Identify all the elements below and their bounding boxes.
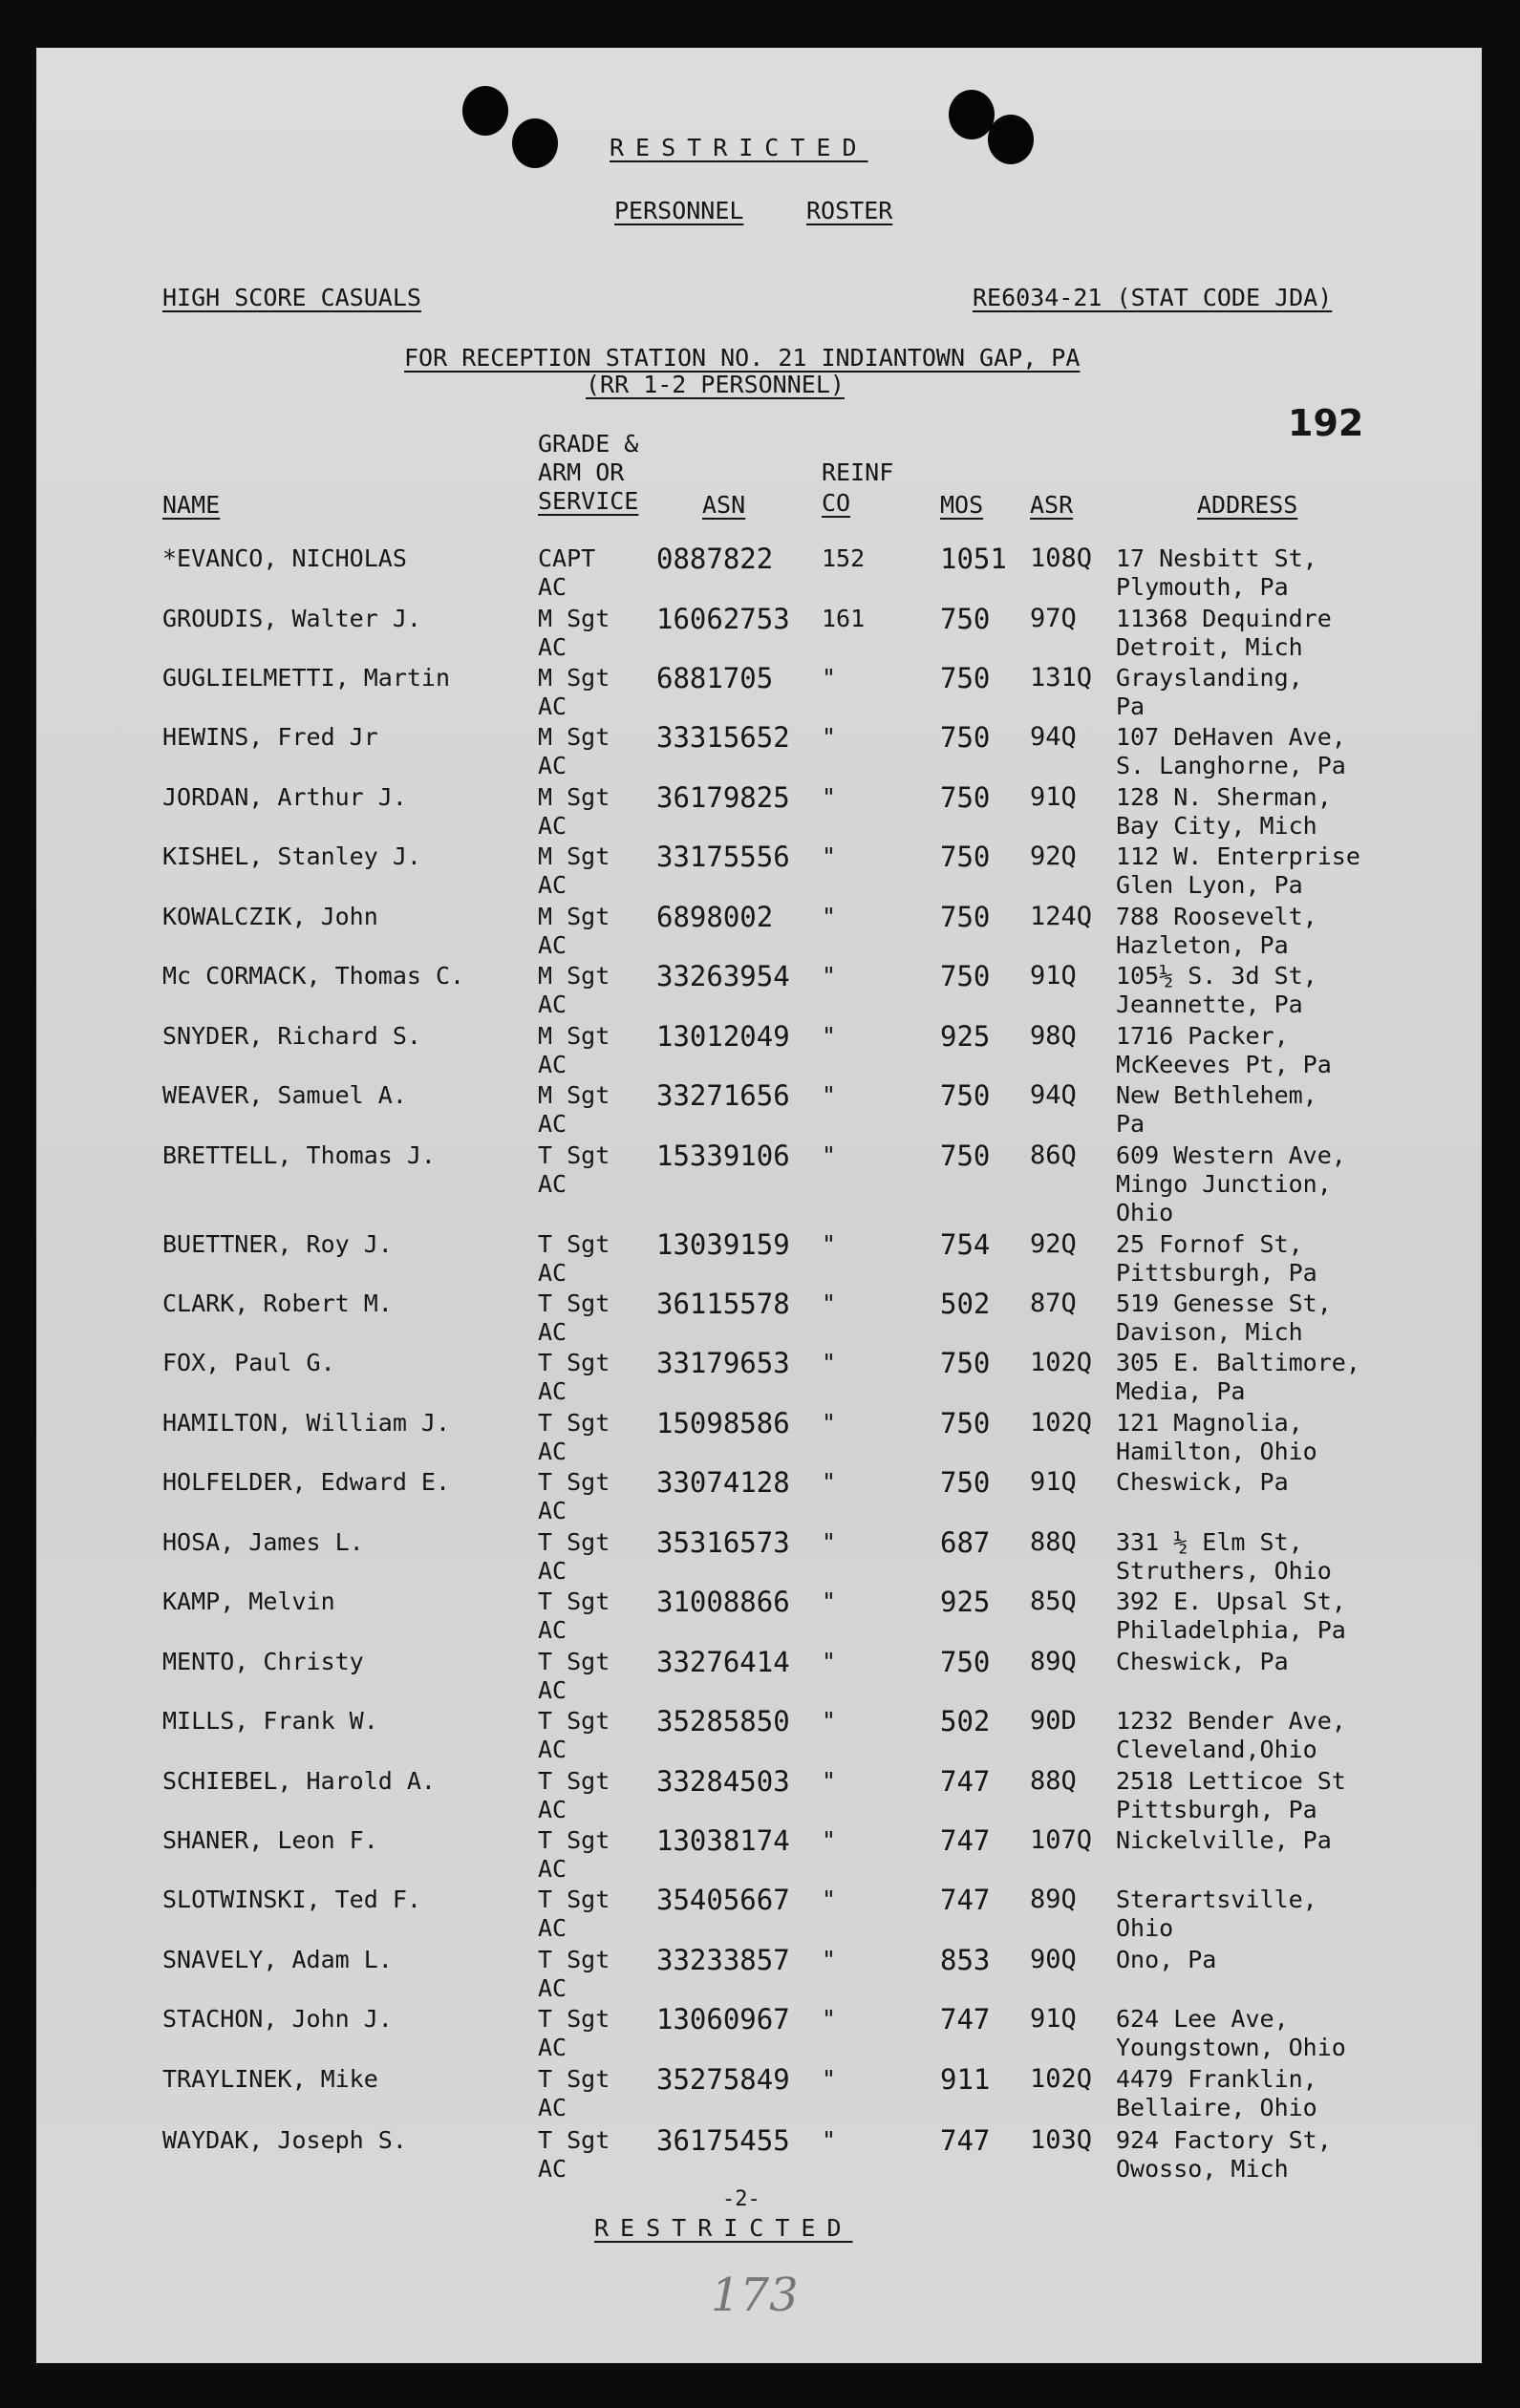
- document-title-left: HIGH SCORE CASUALS: [162, 284, 421, 311]
- row-address-line2: Struthers, Ohio: [1116, 1557, 1332, 1585]
- row-reinf-co: ": [822, 1141, 837, 1169]
- row-reinf-co: 152: [822, 544, 866, 572]
- row-arm: AC: [538, 2034, 567, 2061]
- row-name: HEWINS, Fred Jr: [162, 723, 378, 751]
- row-reinf-co: ": [822, 1409, 837, 1437]
- row-name: GROUDIS, Walter J.: [162, 605, 421, 632]
- row-arm: AC: [538, 1110, 567, 1138]
- row-arm: AC: [538, 931, 567, 959]
- row-address-line1: 331 ½ Elm St,: [1116, 1528, 1303, 1556]
- table-row: [36, 1946, 1482, 2005]
- row-name: KISHEL, Stanley J.: [162, 842, 421, 870]
- punch-hole: [949, 90, 995, 139]
- row-mos: 750: [940, 841, 991, 873]
- row-address-line2: Hamilton, Ohio: [1116, 1438, 1317, 1465]
- row-name: BUETTNER, Roy J.: [162, 1230, 393, 1258]
- table-row: [36, 1588, 1482, 1647]
- row-grade: T Sgt: [538, 2005, 610, 2033]
- row-address-line1: 121 Magnolia,: [1116, 1409, 1303, 1437]
- row-reinf-co: ": [822, 962, 837, 990]
- row-arm: AC: [538, 1377, 567, 1405]
- row-name: Mc CORMACK, Thomas C.: [162, 962, 465, 990]
- table-row: [36, 1230, 1482, 1289]
- row-asn: 13039159: [656, 1228, 790, 1261]
- row-address-line1: 924 Factory St,: [1116, 2126, 1332, 2154]
- row-mos: 750: [940, 662, 991, 694]
- row-reinf-co: ": [822, 723, 837, 751]
- row-reinf-co: ": [822, 1022, 837, 1050]
- table-row: [36, 1140, 1482, 1226]
- row-grade: M Sgt: [538, 903, 610, 930]
- row-asn: 6898002: [656, 901, 774, 933]
- table-row: [36, 1826, 1482, 1886]
- row-grade: M Sgt: [538, 962, 610, 990]
- row-arm: AC: [538, 991, 567, 1018]
- row-asr: 124Q: [1030, 902, 1093, 931]
- row-asn: 33233857: [656, 1944, 790, 1976]
- table-row: [36, 723, 1482, 782]
- row-address-line1: Nickelville, Pa: [1116, 1826, 1332, 1854]
- row-address-line1: 17 Nesbitt St,: [1116, 544, 1317, 572]
- row-mos: 687: [940, 1526, 991, 1559]
- row-arm: AC: [538, 1438, 567, 1465]
- handwritten-number: 173: [711, 2269, 799, 2322]
- row-arm: AC: [538, 871, 567, 899]
- row-arm: AC: [538, 1557, 567, 1585]
- row-asn: 31008866: [656, 1586, 790, 1618]
- row-address-line2: Davison, Mich: [1116, 1318, 1303, 1346]
- row-name: MENTO, Christy: [162, 1648, 364, 1675]
- table-row: [36, 1289, 1482, 1349]
- table-row: [36, 903, 1482, 962]
- row-asr: 98Q: [1030, 1021, 1077, 1051]
- row-asr: 88Q: [1030, 1766, 1077, 1796]
- row-grade: M Sgt: [538, 723, 610, 751]
- row-reinf-co: ": [822, 842, 837, 870]
- row-asn: 33074128: [656, 1466, 790, 1499]
- row-grade: T Sgt: [538, 1588, 610, 1615]
- row-grade: T Sgt: [538, 1648, 610, 1675]
- row-name: BRETTELL, Thomas J.: [162, 1141, 436, 1169]
- table-row: [36, 783, 1482, 842]
- row-grade: T Sgt: [538, 1349, 610, 1376]
- row-mos: 747: [940, 2124, 991, 2157]
- row-address-line1: 4479 Franklin,: [1116, 2065, 1317, 2093]
- row-asr: 102Q: [1030, 1348, 1093, 1377]
- row-name: TRAYLINEK, Mike: [162, 2065, 378, 2093]
- row-address-line1: 609 Western Ave,: [1116, 1141, 1346, 1169]
- row-mos: 754: [940, 1228, 991, 1261]
- row-grade: T Sgt: [538, 1707, 610, 1735]
- row-asn: 15339106: [656, 1140, 790, 1172]
- page-number: 192: [1288, 402, 1364, 444]
- row-address-line1: Sterartsville,: [1116, 1886, 1317, 1913]
- row-asn: 35275849: [656, 2063, 790, 2096]
- row-asn: 33315652: [656, 721, 790, 754]
- row-grade: T Sgt: [538, 1946, 610, 1973]
- row-asn: 35285850: [656, 1705, 790, 1737]
- row-arm: AC: [538, 812, 567, 840]
- row-asr: 90D: [1030, 1706, 1077, 1736]
- col-header-reinf-1: REINF: [822, 458, 894, 486]
- row-mos: 750: [940, 1079, 991, 1112]
- row-asn: 33179653: [656, 1347, 790, 1379]
- row-name: CLARK, Robert M.: [162, 1289, 393, 1317]
- row-asn: 36115578: [656, 1288, 790, 1320]
- row-address-line1: Cheswick, Pa: [1116, 1468, 1289, 1496]
- row-mos: 750: [940, 960, 991, 992]
- row-mos: 747: [940, 1765, 991, 1798]
- row-asr: 90Q: [1030, 1945, 1077, 1974]
- row-address-line1: 25 Fornof St,: [1116, 1230, 1303, 1258]
- row-address-line2: Ohio: [1116, 1914, 1174, 1942]
- restricted-footer: RESTRICTED: [594, 2214, 853, 2242]
- col-header-address: ADDRESS: [1197, 491, 1298, 519]
- table-row: [36, 605, 1482, 664]
- row-address-line2: Pa: [1116, 1110, 1145, 1138]
- roster-word-personnel: PERSONNEL: [614, 197, 744, 224]
- col-header-reinf-2: CO: [822, 489, 851, 517]
- row-reinf-co: ": [822, 1468, 837, 1496]
- row-mos: 1051: [940, 543, 1007, 575]
- row-address-line2: Cleveland,Ohio: [1116, 1736, 1317, 1763]
- row-name: SNAVELY, Adam L.: [162, 1946, 393, 1973]
- row-name: SCHIEBEL, Harold A.: [162, 1767, 436, 1795]
- row-arm: AC: [538, 752, 567, 779]
- row-address-line2: Detroit, Mich: [1116, 633, 1303, 661]
- station-subline: (RR 1-2 PERSONNEL): [586, 371, 845, 398]
- punch-hole: [462, 86, 508, 136]
- row-grade: T Sgt: [538, 1141, 610, 1169]
- row-grade: T Sgt: [538, 1767, 610, 1795]
- row-arm: AC: [538, 1497, 567, 1524]
- row-address-line2: Media, Pa: [1116, 1377, 1246, 1405]
- row-asn: 33271656: [656, 1079, 790, 1112]
- station-line: FOR RECEPTION STATION NO. 21 INDIANTOWN GAP, PA: [404, 344, 1081, 372]
- punch-hole: [988, 115, 1034, 164]
- row-arm: AC: [538, 1616, 567, 1644]
- table-row: [36, 1081, 1482, 1140]
- row-arm: AC: [538, 1855, 567, 1883]
- row-reinf-co: ": [822, 1289, 837, 1317]
- row-grade: M Sgt: [538, 664, 610, 692]
- row-name: MILLS, Frank W.: [162, 1707, 378, 1735]
- row-address-line2: Hazleton, Pa: [1116, 931, 1289, 959]
- row-address-line1: Cheswick, Pa: [1116, 1648, 1289, 1675]
- row-asr: 88Q: [1030, 1527, 1077, 1557]
- row-mos: 750: [940, 721, 991, 754]
- row-address-line2: Bay City, Mich: [1116, 812, 1317, 840]
- col-header-grade-2: ARM OR: [538, 458, 625, 486]
- table-row: [36, 1528, 1482, 1588]
- row-grade: T Sgt: [538, 2065, 610, 2093]
- punch-hole: [512, 118, 558, 168]
- row-asr: 94Q: [1030, 1080, 1077, 1110]
- row-address-line1: 105½ S. 3d St,: [1116, 962, 1317, 990]
- row-grade: M Sgt: [538, 605, 610, 632]
- row-address-line1: 788 Roosevelt,: [1116, 903, 1317, 930]
- row-name: SHANER, Leon F.: [162, 1826, 378, 1854]
- row-asn: 13038174: [656, 1824, 790, 1857]
- row-mos: 925: [940, 1020, 991, 1053]
- row-arm: AC: [538, 1259, 567, 1287]
- row-mos: 925: [940, 1586, 991, 1618]
- row-address-line1: Ono, Pa: [1116, 1946, 1217, 1973]
- row-grade: T Sgt: [538, 1886, 610, 1913]
- table-row: [36, 2005, 1482, 2064]
- table-row: [36, 664, 1482, 723]
- row-asr: 94Q: [1030, 722, 1077, 752]
- row-mos: 502: [940, 1705, 991, 1737]
- row-address-line1: 1232 Bender Ave,: [1116, 1707, 1346, 1735]
- row-grade: T Sgt: [538, 1468, 610, 1496]
- row-asn: 33284503: [656, 1765, 790, 1798]
- row-address-line1: 107 DeHaven Ave,: [1116, 723, 1346, 751]
- row-name: GUGLIELMETTI, Martin: [162, 664, 451, 692]
- row-grade: T Sgt: [538, 1409, 610, 1437]
- row-asr: 86Q: [1030, 1140, 1077, 1170]
- row-arm: AC: [538, 1974, 567, 2002]
- restricted-header: RESTRICTED: [610, 134, 868, 161]
- row-arm: AC: [538, 2094, 567, 2121]
- row-arm: AC: [538, 573, 567, 601]
- row-mos: 750: [940, 1140, 991, 1172]
- row-asr: 89Q: [1030, 1647, 1077, 1676]
- row-mos: 747: [940, 1824, 991, 1857]
- row-reinf-co: 161: [822, 605, 866, 632]
- row-address-line1: 1716 Packer,: [1116, 1022, 1289, 1050]
- row-mos: 750: [940, 781, 991, 814]
- row-reinf-co: ": [822, 903, 837, 930]
- row-asn: 35405667: [656, 1884, 790, 1916]
- table-row: [36, 1648, 1482, 1707]
- row-arm: AC: [538, 1736, 567, 1763]
- row-asn: 36175455: [656, 2124, 790, 2157]
- row-grade: T Sgt: [538, 1289, 610, 1317]
- row-reinf-co: ": [822, 2005, 837, 2033]
- row-name: *EVANCO, NICHOLAS: [162, 544, 407, 572]
- row-name: HAMILTON, William J.: [162, 1409, 451, 1437]
- row-address-line1: 11368 Dequindre: [1116, 605, 1332, 632]
- row-address-line1: 112 W. Enterprise: [1116, 842, 1360, 870]
- row-asr: 102Q: [1030, 2064, 1093, 2094]
- table-row: [36, 1349, 1482, 1408]
- row-address-line2: Bellaire, Ohio: [1116, 2094, 1317, 2121]
- row-grade: M Sgt: [538, 1022, 610, 1050]
- row-address-line2: Plymouth, Pa: [1116, 573, 1289, 601]
- roster-word-roster: ROSTER: [806, 197, 893, 224]
- row-name: WEAVER, Samuel A.: [162, 1081, 407, 1109]
- row-asn: 13060967: [656, 2003, 790, 2035]
- row-name: SNYDER, Richard S.: [162, 1022, 421, 1050]
- roster-page: [36, 48, 1482, 2363]
- row-name: SLOTWINSKI, Ted F.: [162, 1886, 421, 1913]
- row-asr: 85Q: [1030, 1587, 1077, 1616]
- row-reinf-co: ": [822, 664, 837, 692]
- row-asr: 91Q: [1030, 782, 1077, 812]
- row-arm: AC: [538, 1318, 567, 1346]
- row-asn: 33175556: [656, 841, 790, 873]
- col-header-grade-3: SERVICE: [538, 487, 639, 515]
- row-grade: T Sgt: [538, 1826, 610, 1854]
- row-asn: 13012049: [656, 1020, 790, 1053]
- row-address-line2: McKeeves Pt, Pa: [1116, 1051, 1332, 1078]
- row-reinf-co: ": [822, 1230, 837, 1258]
- row-address-line2: Pittsburgh, Pa: [1116, 1796, 1317, 1823]
- col-header-mos: MOS: [940, 491, 984, 519]
- table-row: [36, 1707, 1482, 1766]
- row-grade: T Sgt: [538, 2126, 610, 2154]
- row-arm: AC: [538, 1676, 567, 1704]
- page-mark: -2-: [722, 2187, 760, 2211]
- row-mos: 911: [940, 2063, 991, 2096]
- row-reinf-co: ": [822, 1946, 837, 1973]
- row-asn: 16062753: [656, 603, 790, 635]
- row-mos: 750: [940, 1407, 991, 1439]
- row-mos: 750: [940, 1646, 991, 1678]
- row-address-line2: Youngstown, Ohio: [1116, 2034, 1346, 2061]
- row-reinf-co: ": [822, 1648, 837, 1675]
- row-arm: AC: [538, 1796, 567, 1823]
- row-name: HOSA, James L.: [162, 1528, 364, 1556]
- row-reinf-co: ": [822, 1707, 837, 1735]
- row-arm: AC: [538, 1914, 567, 1942]
- row-address-line1: 519 Genesse St,: [1116, 1289, 1332, 1317]
- row-mos: 750: [940, 1466, 991, 1499]
- row-address-line1: 2518 Letticoe St: [1116, 1767, 1346, 1795]
- row-asn: 15098586: [656, 1407, 790, 1439]
- row-mos: 747: [940, 2003, 991, 2035]
- row-name: JORDAN, Arthur J.: [162, 783, 407, 811]
- row-address-line2: S. Langhorne, Pa: [1116, 752, 1346, 779]
- table-row: [36, 1022, 1482, 1081]
- row-mos: 750: [940, 1347, 991, 1379]
- row-address-line1: Grayslanding,: [1116, 664, 1303, 692]
- row-name: STACHON, John J.: [162, 2005, 393, 2033]
- row-asn: 6881705: [656, 662, 774, 694]
- row-arm: AC: [538, 693, 567, 720]
- row-reinf-co: ": [822, 2126, 837, 2154]
- table-row: [36, 1886, 1482, 1945]
- row-asr: 103Q: [1030, 2125, 1093, 2155]
- row-asr: 131Q: [1030, 663, 1093, 693]
- table-row: [36, 842, 1482, 902]
- row-reinf-co: ": [822, 783, 837, 811]
- row-grade: CAPT: [538, 544, 596, 572]
- row-grade: M Sgt: [538, 783, 610, 811]
- row-grade: M Sgt: [538, 1081, 610, 1109]
- row-address-line3: Ohio: [1116, 1199, 1174, 1226]
- row-asr: 102Q: [1030, 1408, 1093, 1438]
- table-row: [36, 2065, 1482, 2124]
- row-asn: 36179825: [656, 781, 790, 814]
- row-mos: 747: [940, 1884, 991, 1916]
- row-asr: 92Q: [1030, 842, 1077, 871]
- row-asn: 0887822: [656, 543, 774, 575]
- row-reinf-co: ": [822, 1826, 837, 1854]
- row-asr: 91Q: [1030, 2004, 1077, 2034]
- row-asn: 35316573: [656, 1526, 790, 1559]
- row-reinf-co: ": [822, 1081, 837, 1109]
- row-reinf-co: ": [822, 2065, 837, 2093]
- table-row: [36, 2126, 1482, 2185]
- row-asr: 89Q: [1030, 1885, 1077, 1914]
- row-grade: T Sgt: [538, 1230, 610, 1258]
- row-reinf-co: ": [822, 1588, 837, 1615]
- row-asn: 33263954: [656, 960, 790, 992]
- row-mos: 750: [940, 901, 991, 933]
- row-address-line2: Glen Lyon, Pa: [1116, 871, 1303, 899]
- row-grade: T Sgt: [538, 1528, 610, 1556]
- row-asr: 92Q: [1030, 1229, 1077, 1259]
- row-asr: 91Q: [1030, 961, 1077, 991]
- row-mos: 853: [940, 1944, 991, 1976]
- row-address-line1: 305 E. Baltimore,: [1116, 1349, 1360, 1376]
- row-address-line2: Pittsburgh, Pa: [1116, 1259, 1317, 1287]
- row-address-line1: 128 N. Sherman,: [1116, 783, 1332, 811]
- col-header-asr: ASR: [1030, 491, 1074, 519]
- row-address-line1: 392 E. Upsal St,: [1116, 1588, 1346, 1615]
- row-asr: 97Q: [1030, 604, 1077, 633]
- row-name: FOX, Paul G.: [162, 1349, 335, 1376]
- row-mos: 502: [940, 1288, 991, 1320]
- row-address-line2: Jeannette, Pa: [1116, 991, 1303, 1018]
- row-asn: 33276414: [656, 1646, 790, 1678]
- row-address-line2: Mingo Junction,: [1116, 1170, 1332, 1198]
- row-reinf-co: ": [822, 1349, 837, 1376]
- table-row: [36, 962, 1482, 1021]
- row-reinf-co: ": [822, 1886, 837, 1913]
- row-asr: 108Q: [1030, 543, 1093, 573]
- table-row: [36, 1409, 1482, 1468]
- row-address-line2: Pa: [1116, 693, 1145, 720]
- table-row: [36, 1767, 1482, 1826]
- row-asr: 91Q: [1030, 1467, 1077, 1497]
- row-asr: 107Q: [1030, 1825, 1093, 1855]
- row-arm: AC: [538, 1170, 567, 1198]
- row-arm: AC: [538, 2155, 567, 2183]
- col-header-asn: ASN: [702, 491, 746, 519]
- row-address-line2: Philadelphia, Pa: [1116, 1616, 1346, 1644]
- row-name: KAMP, Melvin: [162, 1588, 335, 1615]
- row-address-line2: Owosso, Mich: [1116, 2155, 1289, 2183]
- table-row: [36, 544, 1482, 604]
- row-asr: 87Q: [1030, 1289, 1077, 1318]
- row-mos: 750: [940, 603, 991, 635]
- col-header-grade-1: GRADE &: [538, 430, 639, 458]
- row-reinf-co: ": [822, 1528, 837, 1556]
- row-arm: AC: [538, 1051, 567, 1078]
- row-name: WAYDAK, Joseph S.: [162, 2126, 407, 2154]
- row-name: KOWALCZIK, John: [162, 903, 378, 930]
- col-header-name: NAME: [162, 491, 221, 519]
- row-arm: AC: [538, 633, 567, 661]
- row-address-line1: 624 Lee Ave,: [1116, 2005, 1289, 2033]
- document-code-right: RE6034-21 (STAT CODE JDA): [973, 284, 1333, 311]
- row-reinf-co: ": [822, 1767, 837, 1795]
- row-name: HOLFELDER, Edward E.: [162, 1468, 451, 1496]
- row-grade: M Sgt: [538, 842, 610, 870]
- table-row: [36, 1468, 1482, 1527]
- row-address-line1: New Bethlehem,: [1116, 1081, 1317, 1109]
